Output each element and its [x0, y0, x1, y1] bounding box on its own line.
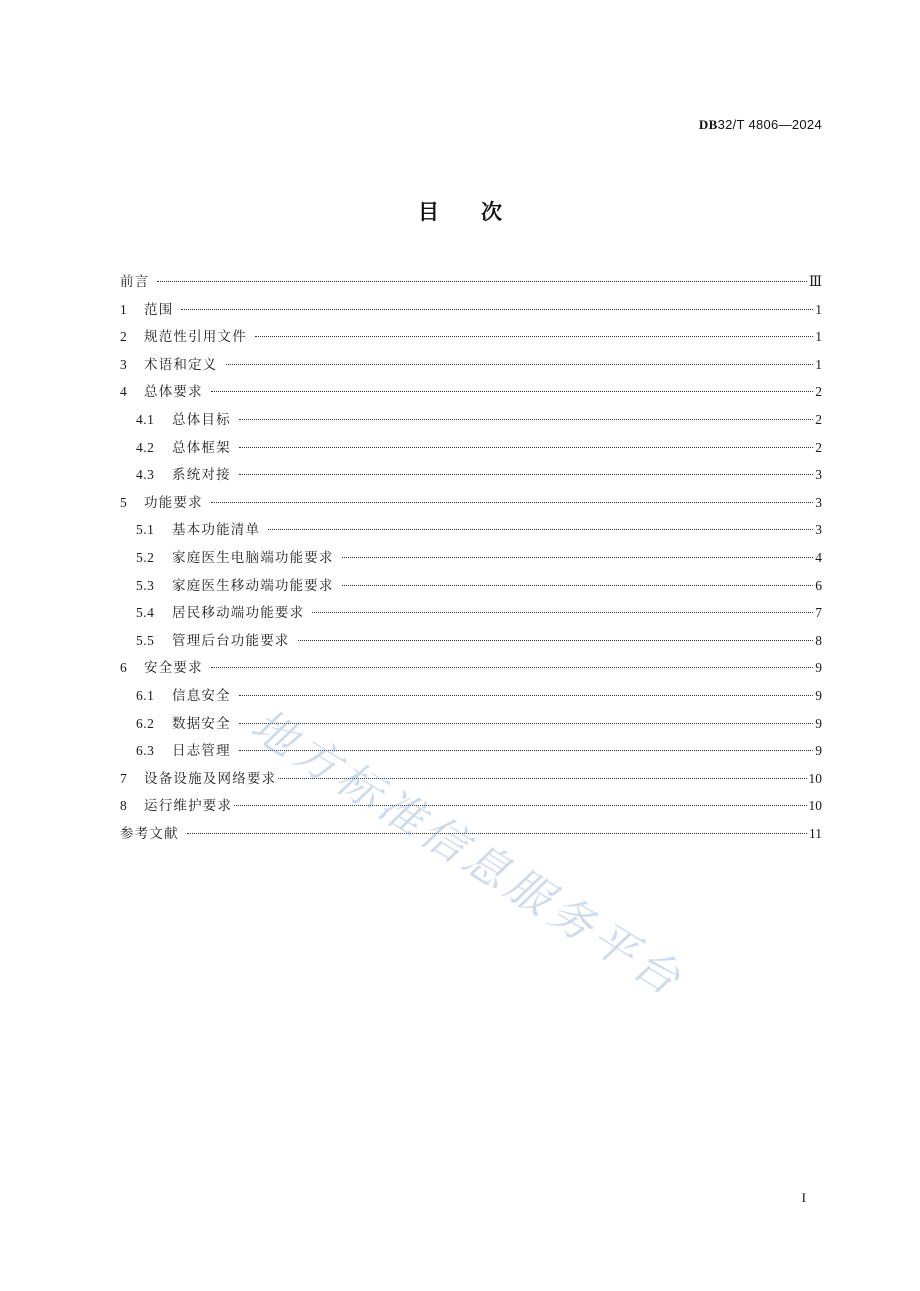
toc-entry-label: 日志管理: [172, 743, 231, 760]
toc-entry-label: 术语和定义: [144, 356, 218, 373]
toc-entry-label: 设备设施及网络要求: [144, 770, 277, 787]
toc-entry-label: 信息安全: [172, 687, 231, 704]
toc-entry-page: 11: [809, 825, 822, 841]
toc-entry-5-3[interactable]: [120, 572, 822, 600]
document-code-number: 32/T 4806—2024: [717, 117, 822, 132]
toc-entry-page: 3: [815, 494, 822, 510]
toc-entry-number: 1: [120, 301, 128, 317]
toc-entry-label: 规范性引用文件: [144, 329, 247, 346]
toc-leader-dots: [226, 364, 814, 365]
toc-entry-page: 9: [815, 660, 822, 676]
toc-entry-number: 2: [120, 329, 128, 345]
toc-leader-dots: [342, 557, 814, 558]
toc-entry-label: 家庭医生移动端功能要求: [172, 577, 334, 594]
toc-entry-label: 总体框架: [172, 439, 231, 456]
toc-entry-label: 家庭医生电脑端功能要求: [172, 549, 334, 566]
toc-entry-number: 6.1: [136, 687, 155, 703]
toc-leader-dots: [239, 447, 813, 448]
toc-entry-page: 10: [808, 798, 822, 814]
toc-entry-number: 6: [120, 660, 128, 676]
toc-entry-label: 前言: [120, 274, 150, 290]
toc-entry-number: 5.2: [136, 549, 155, 565]
toc-leader-dots: [211, 391, 813, 392]
toc-leader-dots: [342, 585, 814, 586]
document-code-prefix: DB: [698, 117, 718, 132]
toc-entry-4[interactable]: [120, 378, 822, 406]
watermark: 地方标准信息服务平台: [242, 699, 694, 1008]
toc-entry-page: 10: [808, 770, 822, 786]
footer-page-number: I: [801, 1190, 806, 1205]
toc-entry-label: 安全要求: [144, 660, 203, 677]
toc-leader-dots: [298, 640, 814, 641]
toc-entry-label: 管理后台功能要求: [172, 632, 290, 649]
toc-leader-dots: [234, 805, 806, 806]
toc-entry-3[interactable]: [120, 351, 822, 379]
toc-entry-number: 5: [120, 494, 128, 510]
toc-entry-number: 3: [120, 356, 128, 372]
toc-leader-dots: [211, 667, 813, 668]
toc-entry-number: 4: [120, 384, 128, 400]
toc-entry-number: 5.1: [136, 522, 155, 538]
toc-leader-dots: [239, 750, 813, 751]
toc-entry-page: 1: [815, 301, 822, 317]
toc-entry-label: 总体要求: [144, 384, 203, 401]
toc-entry-page: 1: [815, 356, 822, 372]
toc-entry-6-2[interactable]: [120, 710, 822, 738]
toc-leader-dots: [211, 502, 813, 503]
toc-entry-page: 7: [815, 605, 822, 621]
toc-entry-number: 5.4: [136, 605, 155, 621]
page-title-char-1: 目: [418, 200, 439, 224]
toc-entry-number: 4.1: [136, 411, 155, 427]
toc-entry-label: 居民移动端功能要求: [172, 605, 305, 622]
toc-leader-dots: [239, 695, 813, 696]
toc-entry-page: 3: [815, 522, 822, 538]
toc-entry-page: 9: [815, 687, 822, 703]
toc-entry-page: 9: [815, 715, 822, 731]
toc-entry-number: 4.2: [136, 439, 155, 455]
toc-entry-page: 2: [815, 384, 822, 400]
toc-entry-label: 总体目标: [172, 411, 231, 428]
toc-entry-6-1[interactable]: [120, 682, 822, 710]
toc-entry-page: 9: [815, 743, 822, 759]
toc-leader-dots: [255, 336, 813, 337]
toc-entry-1[interactable]: [120, 296, 822, 324]
toc-entry-page: 1: [815, 329, 822, 345]
toc-entry-page: Ⅲ: [808, 274, 822, 289]
toc-entry-4-3[interactable]: [120, 461, 822, 489]
toc-leader-dots: [187, 833, 807, 834]
toc-entry-5-2[interactable]: [120, 544, 822, 572]
toc-entry-label: 范围: [144, 301, 174, 318]
toc-leader-dots: [312, 612, 813, 613]
table-of-contents: [120, 268, 822, 847]
toc-entry-page: 8: [815, 632, 822, 648]
toc-entry-page: 6: [815, 577, 822, 593]
toc-entry-7[interactable]: [120, 765, 822, 793]
toc-entry-label: 基本功能清单: [172, 522, 261, 539]
toc-entry-label: 参考文献: [120, 825, 179, 842]
page-title: [0, 196, 920, 226]
toc-entry-4-2[interactable]: [120, 434, 822, 462]
toc-entry-2[interactable]: [120, 323, 822, 351]
toc-leader-dots: [268, 529, 813, 530]
toc-entry-number: 6.2: [136, 715, 155, 731]
toc-leader-dots: [239, 723, 813, 724]
toc-entry-number: 7: [120, 770, 128, 786]
toc-entry-number: 5.3: [136, 577, 155, 593]
toc-entry-4-1[interactable]: [120, 406, 822, 434]
toc-entry-number: 4.3: [136, 467, 155, 483]
toc-leader-dots: [239, 419, 813, 420]
toc-entry-5[interactable]: [120, 489, 822, 517]
toc-leader-dots: [278, 778, 806, 779]
toc-entry-label: 数据安全: [172, 715, 231, 732]
toc-entry-label: 运行维护要求: [144, 798, 233, 815]
toc-entry-6[interactable]: [120, 654, 822, 682]
page-title-char-2: 次: [481, 200, 502, 224]
toc-entry-label: 系统对接: [172, 467, 231, 484]
toc-leader-dots: [181, 309, 813, 310]
toc-entry-5-5[interactable]: [120, 627, 822, 655]
toc-entry-number: 6.3: [136, 743, 155, 759]
toc-entry-6-3[interactable]: [120, 737, 822, 765]
toc-entry-5-1[interactable]: [120, 516, 822, 544]
toc-entry-number: 8: [120, 798, 128, 814]
toc-entry-5-4[interactable]: [120, 599, 822, 627]
toc-entry-8[interactable]: [120, 792, 822, 820]
toc-entry-page: 3: [815, 467, 822, 483]
document-code: [699, 117, 822, 133]
toc-entry-bibliography[interactable]: [120, 820, 822, 848]
toc-entry-foreword[interactable]: [120, 268, 822, 296]
toc-leader-dots: [239, 474, 813, 475]
toc-entry-number: 5.5: [136, 632, 155, 648]
toc-entry-label: 功能要求: [144, 494, 203, 511]
toc-entry-page: 2: [815, 411, 822, 427]
toc-entry-page: 4: [815, 549, 822, 565]
toc-entry-page: 2: [815, 439, 822, 455]
toc-leader-dots: [157, 281, 807, 282]
